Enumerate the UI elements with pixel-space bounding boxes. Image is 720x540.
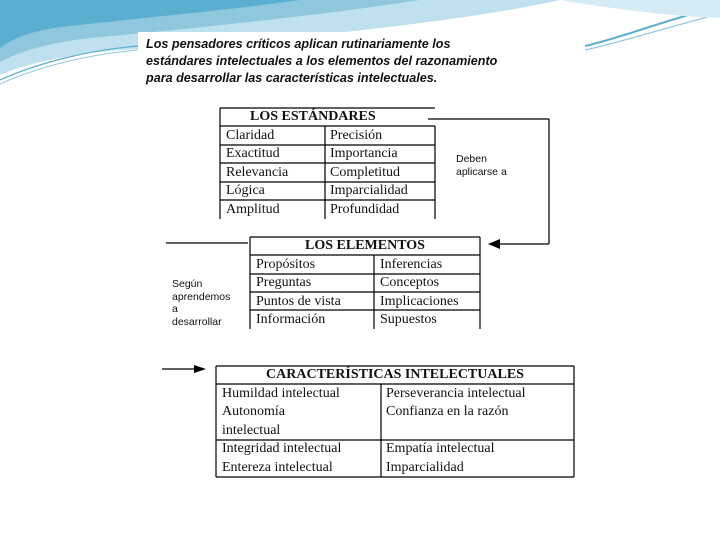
- table-cell: Integridad intelectual: [222, 441, 342, 456]
- table-cell: Importancia: [330, 146, 398, 161]
- table-cell: Precisión: [330, 127, 383, 143]
- table-cell: Entereza intelectual: [222, 459, 333, 475]
- note-line: aplicarse a: [456, 165, 507, 178]
- note-line: desarrollar: [172, 315, 222, 328]
- standards-title: LOS ESTÁNDARES: [250, 109, 376, 124]
- table-cell: Preguntas: [256, 275, 312, 290]
- table-cell: Perseverancia intelectual: [386, 385, 526, 401]
- table-cell: Profundidad: [330, 201, 400, 217]
- note-line: Según: [172, 278, 203, 290]
- note-line: Deben: [456, 153, 487, 165]
- note-must-apply: [456, 153, 507, 178]
- table-cell: Información: [256, 312, 326, 327]
- table-cell: Relevancia: [226, 164, 289, 180]
- table-cell: Exactitud: [226, 146, 280, 161]
- table-cell: Completitud: [330, 164, 400, 180]
- traits-title: CARACTERÍSTICAS INTELECTUALES: [266, 367, 524, 382]
- note-line: aprendemos: [172, 290, 231, 303]
- table-cell: [380, 422, 574, 441]
- table-cell: Amplitud: [226, 201, 280, 217]
- document-page: [138, 32, 585, 490]
- intro-line: para desarrollar las características intelectuales.: [146, 71, 438, 85]
- table-cell: Propósitos: [256, 256, 316, 272]
- table-cell: Supuestos: [380, 312, 437, 327]
- note-as-we-learn: [172, 278, 230, 328]
- table-cell: Humildad intelectual: [222, 385, 340, 401]
- table-cell: Empatía intelectual: [386, 441, 495, 456]
- intro-line: estándares intelectuales a los elementos del razonamiento: [146, 54, 498, 68]
- table-cell: Imparcialidad: [330, 183, 408, 198]
- table-cell: Autonomía: [222, 404, 285, 419]
- intro-line: Los pensadores críticos aplican rutinariamente los: [146, 37, 451, 51]
- table-cell: Claridad: [226, 127, 275, 143]
- table-cell: Lógica: [226, 183, 265, 198]
- elements-table: [250, 237, 480, 330]
- elements-title: LOS ELEMENTOS: [305, 238, 425, 253]
- table-cell: Implicaciones: [380, 293, 459, 309]
- traits-table: [216, 366, 574, 477]
- note-line: a: [172, 303, 178, 315]
- standards-table: [220, 108, 435, 219]
- table-cell: Imparcialidad: [386, 459, 464, 475]
- table-cell: Inferencias: [380, 256, 443, 272]
- table-cell: Confianza en la razón: [386, 404, 509, 419]
- table-cell: intelectual: [222, 422, 281, 438]
- table-cell: Conceptos: [380, 275, 440, 290]
- table-cell: Puntos de vista: [256, 293, 341, 309]
